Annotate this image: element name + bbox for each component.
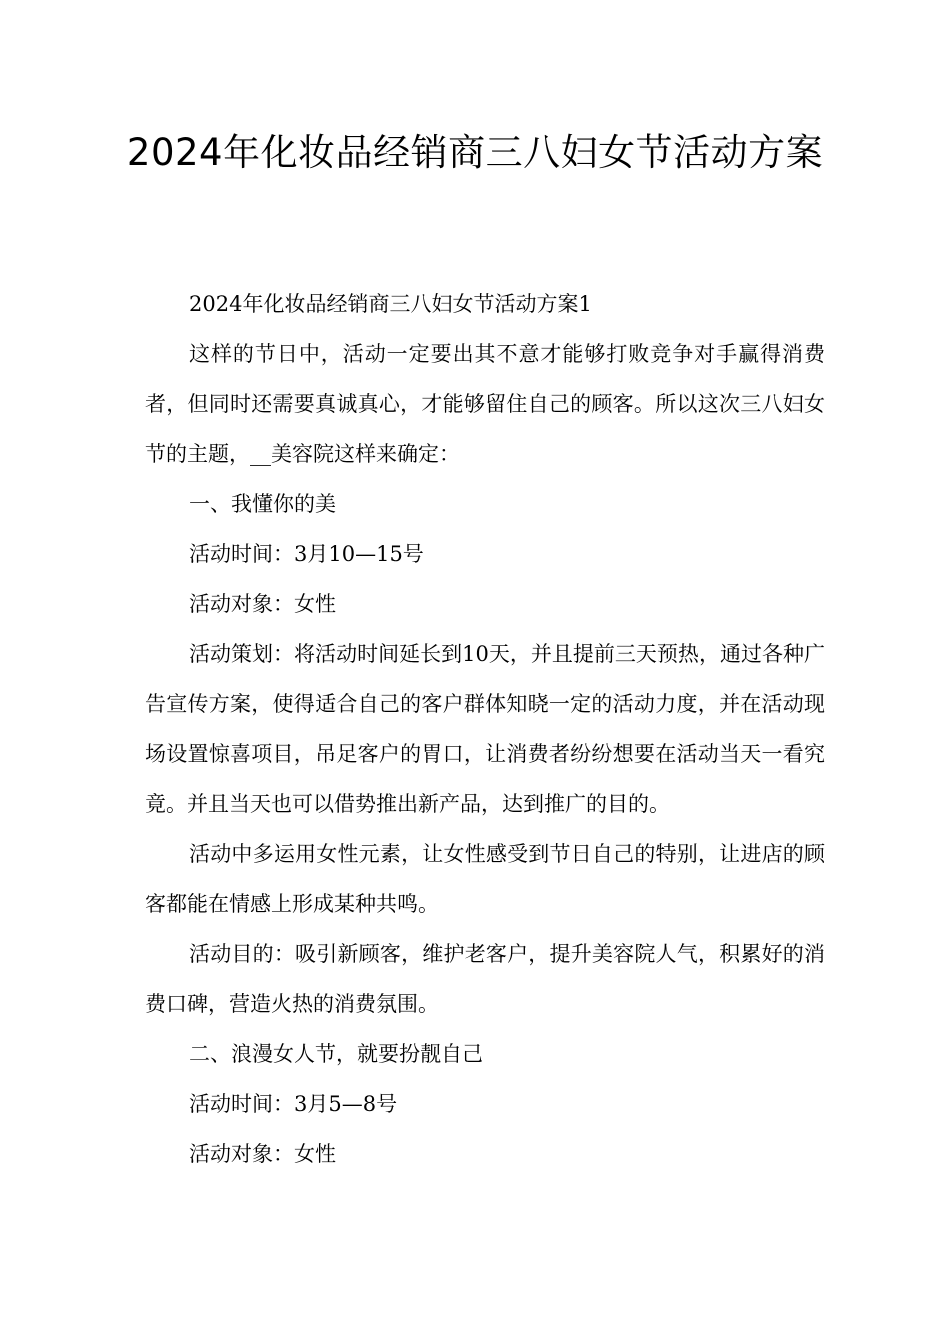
paragraph-activity-time-1: 活动时间：3月10—15号 [189,542,424,566]
paragraph-activity-target-2: 活动对象：女性 [189,1142,336,1166]
document-title: 2024年化妆品经销商三八妇女节活动方案 [126,131,824,174]
document-body [145,279,825,1179]
section-heading-2: 二、浪漫女人节，就要扮靓自己 [189,1042,483,1066]
section-heading-1: 一、我懂你的美 [189,492,336,516]
paragraph-plan-heading: 2024年化妆品经销商三八妇女节活动方案1 [189,292,592,316]
paragraph-activity-target-1: 活动对象：女性 [189,592,336,616]
paragraph-activity-planning: 活动策划：将活动时间延长到10天，并且提前三天预热，通过各种广告宣传方案，使得适合自己的客户群体知晓一定的活动力度，并在活动现场设置惊喜项目，吊足客户的胃口，让消费者纷纷想要在活动当天一看究竟。并且当天也可以借势推出新产品，达到推广的目的。 [145,642,825,816]
paragraph-activity-goal: 活动目的：吸引新顾客，维护老客户，提升美容院人气，积累好的消费口碑，营造火热的消费氛围。 [145,942,825,1016]
paragraph-female-elements: 活动中多运用女性元素，让女性感受到节日自己的特别，让进店的顾客都能在情感上形成某种共鸣。 [145,842,825,916]
paragraph-intro: 这样的节日中，活动一定要出其不意才能够打败竞争对手赢得消费者，但同时还需要真诚真心，才能够留住自己的顾客。所以这次三八妇女节的主题，__美容院这样来确定： [145,342,825,466]
paragraph-activity-time-2: 活动时间：3月5—8号 [189,1092,398,1116]
